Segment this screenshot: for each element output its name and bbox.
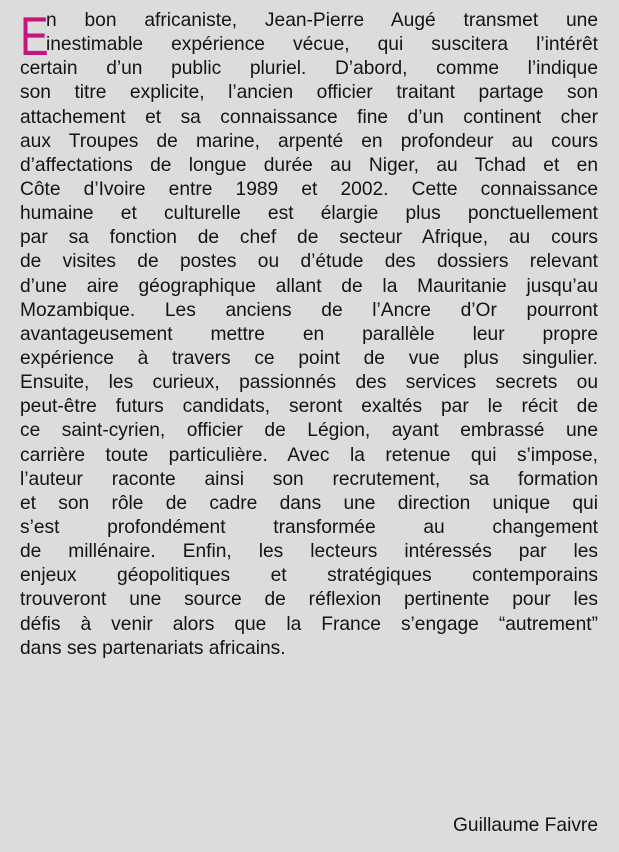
text-line: d’affectations de longue durée au Niger, au Tchad et en <box>20 154 598 176</box>
text-line: son titre explicite, l’ancien officier traitant partage son <box>20 82 598 104</box>
review-body <box>20 5 598 661</box>
text-line: Mozambique. Les anciens de l’Ancre d’Or pourront <box>20 299 598 321</box>
text-line: expérience à travers ce point de vue plus singulier. <box>20 347 598 369</box>
text-line: défis à venir alors que la France s’engage “autrement” <box>20 613 598 635</box>
text-line: et son rôle de cadre dans une direction unique qui <box>20 492 598 514</box>
text-line: humaine et culturelle est élargie plus ponctuellement <box>20 203 598 225</box>
text-line: Ensuite, les curieux, passionnés des services secrets ou <box>20 372 598 394</box>
text-line: certain d’un public pluriel. D’abord, comme l’indique <box>20 58 598 80</box>
text-line: peut-être futurs candidats, seront exaltés par le récit de <box>20 396 598 418</box>
text-line: par sa fonction de chef de secteur Afrique, au cours <box>20 227 598 249</box>
text-line: n bon africaniste, Jean-Pierre Augé transmet une <box>46 10 598 31</box>
text-line: d’une aire géographique allant de la Mauritanie jusqu’au <box>20 275 598 297</box>
author-signature: Guillaume Faivre <box>452 815 598 836</box>
text-line: aux Troupes de marine, arpenté en profondeur au cours <box>20 130 598 152</box>
text-line: ce saint-cyrien, officier de Légion, ayant embrassé une <box>20 420 598 442</box>
text-line: de visites de postes ou d’étude des dossiers relevant <box>20 251 598 273</box>
text-line: dans ses partenariats africains. <box>20 637 286 659</box>
text-line: trouveront une source de réflexion pertinente pour les <box>20 589 598 611</box>
text-line: s’est profondément transformée au changement <box>20 516 598 538</box>
drop-cap: E <box>20 5 49 67</box>
text-line: avantageusement mettre en parallèle leur propre <box>20 323 598 345</box>
text-line: de millénaire. Enfin, les lecteurs intéressés par les <box>20 541 598 563</box>
text-line: inestimable expérience vécue, qui suscitera l’intérêt <box>46 34 598 56</box>
text-line: attachement et sa connaissance fine d’un continent cher <box>20 106 598 128</box>
text-line: l’auteur raconte ainsi son recrutement, sa formation <box>20 468 598 490</box>
text-line: enjeux géopolitiques et stratégiques contemporains <box>20 565 598 587</box>
text-line: carrière toute particulière. Avec la retenue qui s’impose, <box>20 444 598 466</box>
text-line: Côte d’Ivoire entre 1989 et 2002. Cette connaissance <box>20 178 598 200</box>
